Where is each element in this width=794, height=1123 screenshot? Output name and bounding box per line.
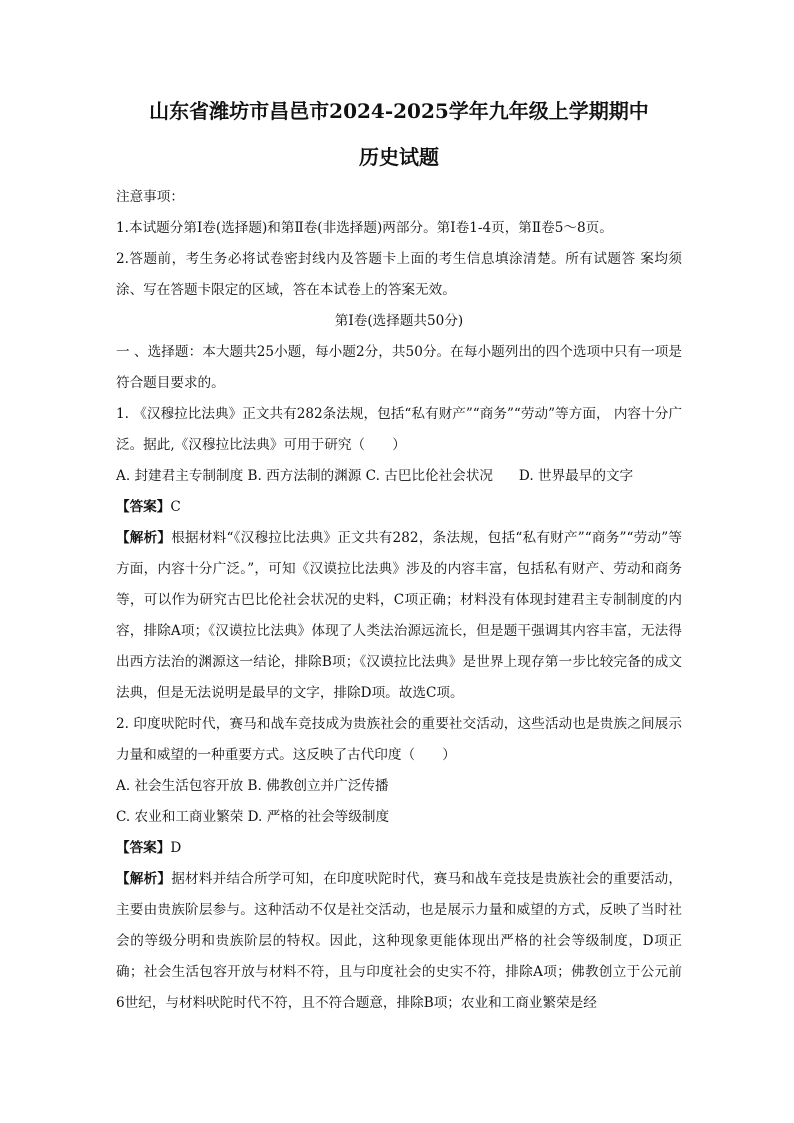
answer-label: 【答案】 (116, 499, 171, 515)
q1-option-d: D. 世界最早的文字 (518, 468, 634, 484)
q1-option-b: B. 西方法制的渊源 (247, 468, 362, 484)
document-page (116, 98, 682, 1019)
question-2-stem: 2. 印度吠陀时代，赛马和战车竞技成为贵族社会的重要社交活动，这些活动也是贵族之间展示力量和威望的一种重要方式。这反映了古代印度（ ） (116, 716, 682, 763)
notes-heading: 注意事项： (116, 189, 184, 205)
question-1-options (116, 461, 682, 492)
answer-label: 【答案】 (116, 840, 171, 856)
section-title: 第Ⅰ卷(选择题共50分) (334, 313, 464, 329)
question-1-answer (116, 492, 682, 523)
q1-option-c: C. 古巴比伦社会状况 (365, 468, 493, 484)
q1-option-a: A. 封建君主专制制度 (116, 468, 244, 484)
q2-option-b: B. 佛教创立并广泛传播 (247, 778, 389, 794)
question-2-options-row-1 (116, 771, 682, 802)
notes-item-2: 2.答题前，考生务必将试卷密封线内及答题卡上面的考生信息填涂清楚。所有试题答 案均须涂、写在答题卡限定的区域，答在本试卷上的答案无效。 (116, 251, 682, 298)
answer-value: C (170, 499, 181, 515)
analysis-label: 【解析】 (116, 871, 172, 887)
answer-value: D (170, 840, 182, 856)
section-instructions: 一 、选择题：本大题共25小题，每小题2分，共50分。在每小题列出的四个选项中只有一项是符合题目要求的。 (116, 344, 682, 391)
analysis-label: 【解析】 (116, 530, 172, 546)
analysis-text: 根据材料“《汉穆拉比法典》正文共有282，条法规，包括“私有财产”“商务”“劳动”等方面，内容十分广泛。”，可知《汉谟拉比法典》涉及的内容丰富，包括私有财产、劳动和商务等，可以作为研究古巴比伦社会状况的史料，C项正确；材料没有体现封建君主专制制度的内容，排除A项；《汉谟拉比法典》体现了人类法治源远流长，但是题干强调其内容丰富，无法得出西方法治的渊源这一结论，排除B项；《汉谟拉比法典》是世界上现存第一步比较完备的成文法典，但是无法说明是最早的文字，排除D项。故选C项。 (116, 530, 683, 701)
q2-option-a: A. 社会生活包容开放 (116, 778, 244, 794)
question-1-stem: 1. 《汉穆拉比法典》正文共有282条法规，包括“私有财产”“商务”“劳动”等方面， 内容十分广泛。据此,《汉穆拉比法典》可用于研究（ ） (116, 406, 682, 453)
analysis-text: 据材料并结合所学可知，在印度吠陀时代，赛马和战车竞技是贵族社会的重要活动，主要由贵族阶层参与。这种活动不仅是社交活动，也是展示力量和威望的方式，反映了当时社会的等级分明和贵族阶层的特权。因此，这种现象更能体现出严格的社会等级制度，D项正确；社会生活包容开放与材料不符，且与印度社会的史实不符，排除A项；佛教创立于公元前 6世纪，与材料吠陀时代不符，且不符合题意，排除B项；农业和工商业繁荣是经 (116, 871, 683, 1011)
q2-option-d: D. 严格的社会等级制度 (247, 809, 390, 825)
question-2-options-row-2 (116, 802, 682, 833)
document-title: 山东省潍坊市昌邑市2024-2025学年九年级上学期期中 (149, 99, 649, 123)
question-1-analysis (116, 523, 682, 709)
notes-item-1: 1.本试题分第Ⅰ卷(选择题)和第Ⅱ卷(非选择题)两部分。第Ⅰ卷1-4页，第Ⅱ卷5～8页。 (116, 220, 613, 236)
q2-option-c: C. 农业和工商业繁荣 (116, 809, 244, 825)
question-2-answer (116, 833, 682, 864)
question-2-analysis (116, 864, 682, 1019)
document-subtitle: 历史试题 (359, 145, 439, 169)
